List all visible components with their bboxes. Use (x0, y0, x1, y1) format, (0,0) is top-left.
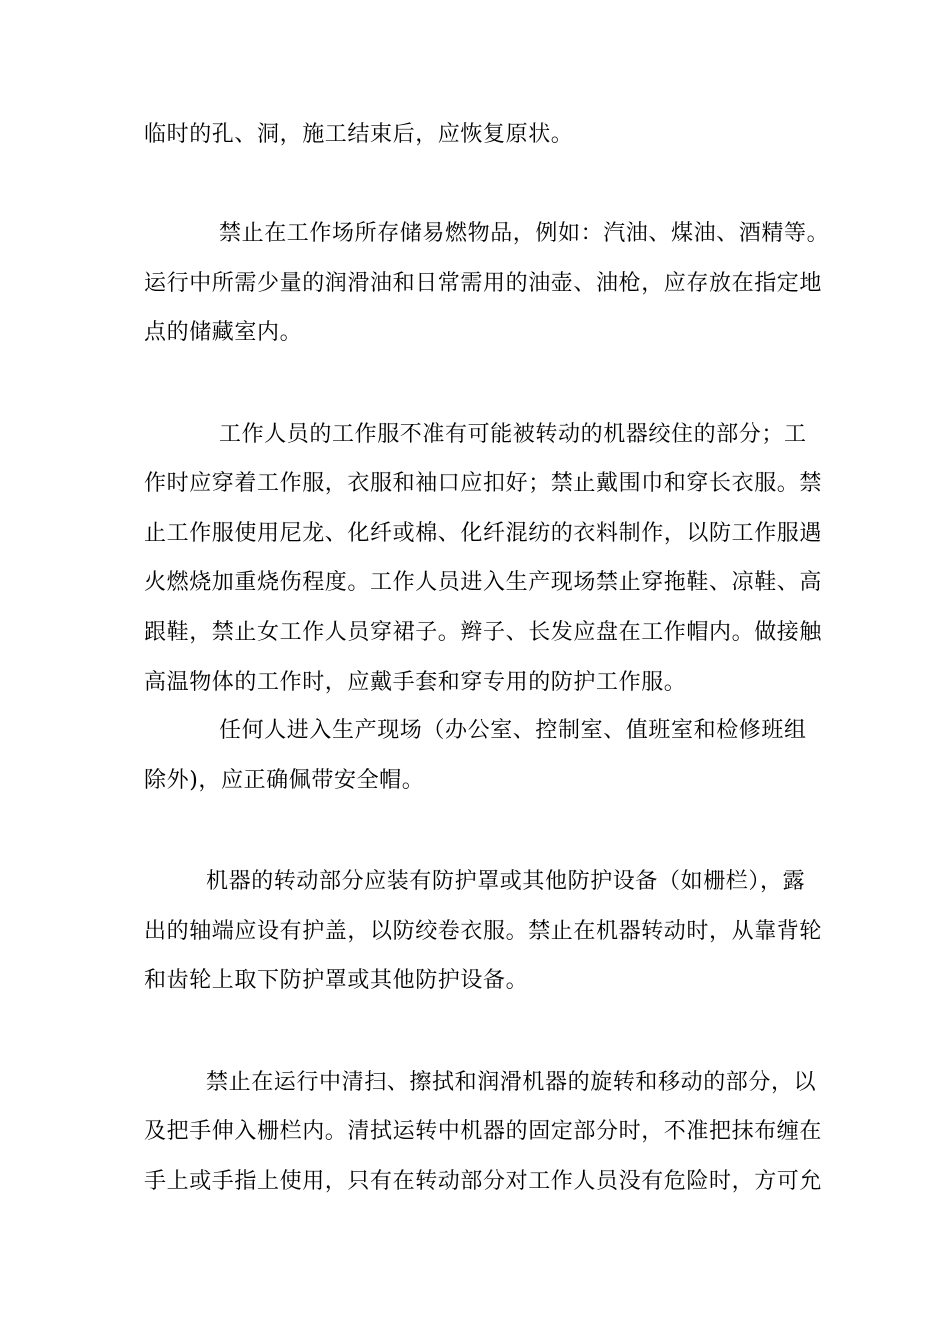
paragraph-line: 点的储藏室内。 (144, 320, 303, 345)
paragraph-line: 及把手伸入栅栏内。清拭运转中机器的固定部分时，不准把抹布缠在 (144, 1119, 823, 1144)
paragraph-line: 机器的转动部分应装有防护罩或其他防护设备（如栅栏），露 (206, 869, 806, 894)
paragraph-line: 跟鞋，禁止女工作人员穿裙子。辫子、长发应盘在工作帽内。做接触 (144, 620, 823, 645)
paragraph-line: 任何人进入生产现场（办公室、控制室、值班室和检修班组 (219, 718, 807, 743)
paragraph-line: 临时的孔、洞，施工结束后，应恢复原状。 (144, 122, 574, 147)
paragraph-line: 作时应穿着工作服，衣服和袖口应扣好；禁止戴围巾和穿长衣服。禁 (144, 471, 823, 496)
paragraph-line: 和齿轮上取下防护罩或其他防护设备。 (144, 968, 529, 993)
paragraph-line: 运行中所需少量的润滑油和日常需用的油壶、油枪，应存放在指定地 (144, 271, 823, 296)
paragraph-line: 出的轴端应设有护盖，以防绞卷衣服。禁止在机器转动时，从靠背轮 (144, 919, 823, 944)
paragraph-line: 止工作服使用尼龙、化纤或棉、化纤混纺的衣料制作，以防工作服遇 (144, 521, 823, 546)
paragraph-line: 除外)，应正确佩带安全帽。 (144, 768, 425, 793)
paragraph-line: 手上或手指上使用，只有在转动部分对工作人员没有危险时，方可允 (144, 1169, 823, 1194)
paragraph-line: 工作人员的工作服不准有可能被转动的机器绞住的部分；工 (219, 422, 807, 447)
paragraph-line: 火燃烧加重烧伤程度。工作人员进入生产现场禁止穿拖鞋、凉鞋、高 (144, 570, 823, 595)
paragraph-line: 禁止在运行中清扫、擦拭和润滑机器的旋转和移动的部分，以 (206, 1070, 817, 1095)
paragraph-line: 高温物体的工作时，应戴手套和穿专用的防护工作服。 (144, 670, 687, 695)
paragraph-line: 禁止在工作场所存储易燃物品，例如：汽油、煤油、酒精等。 (219, 221, 830, 246)
